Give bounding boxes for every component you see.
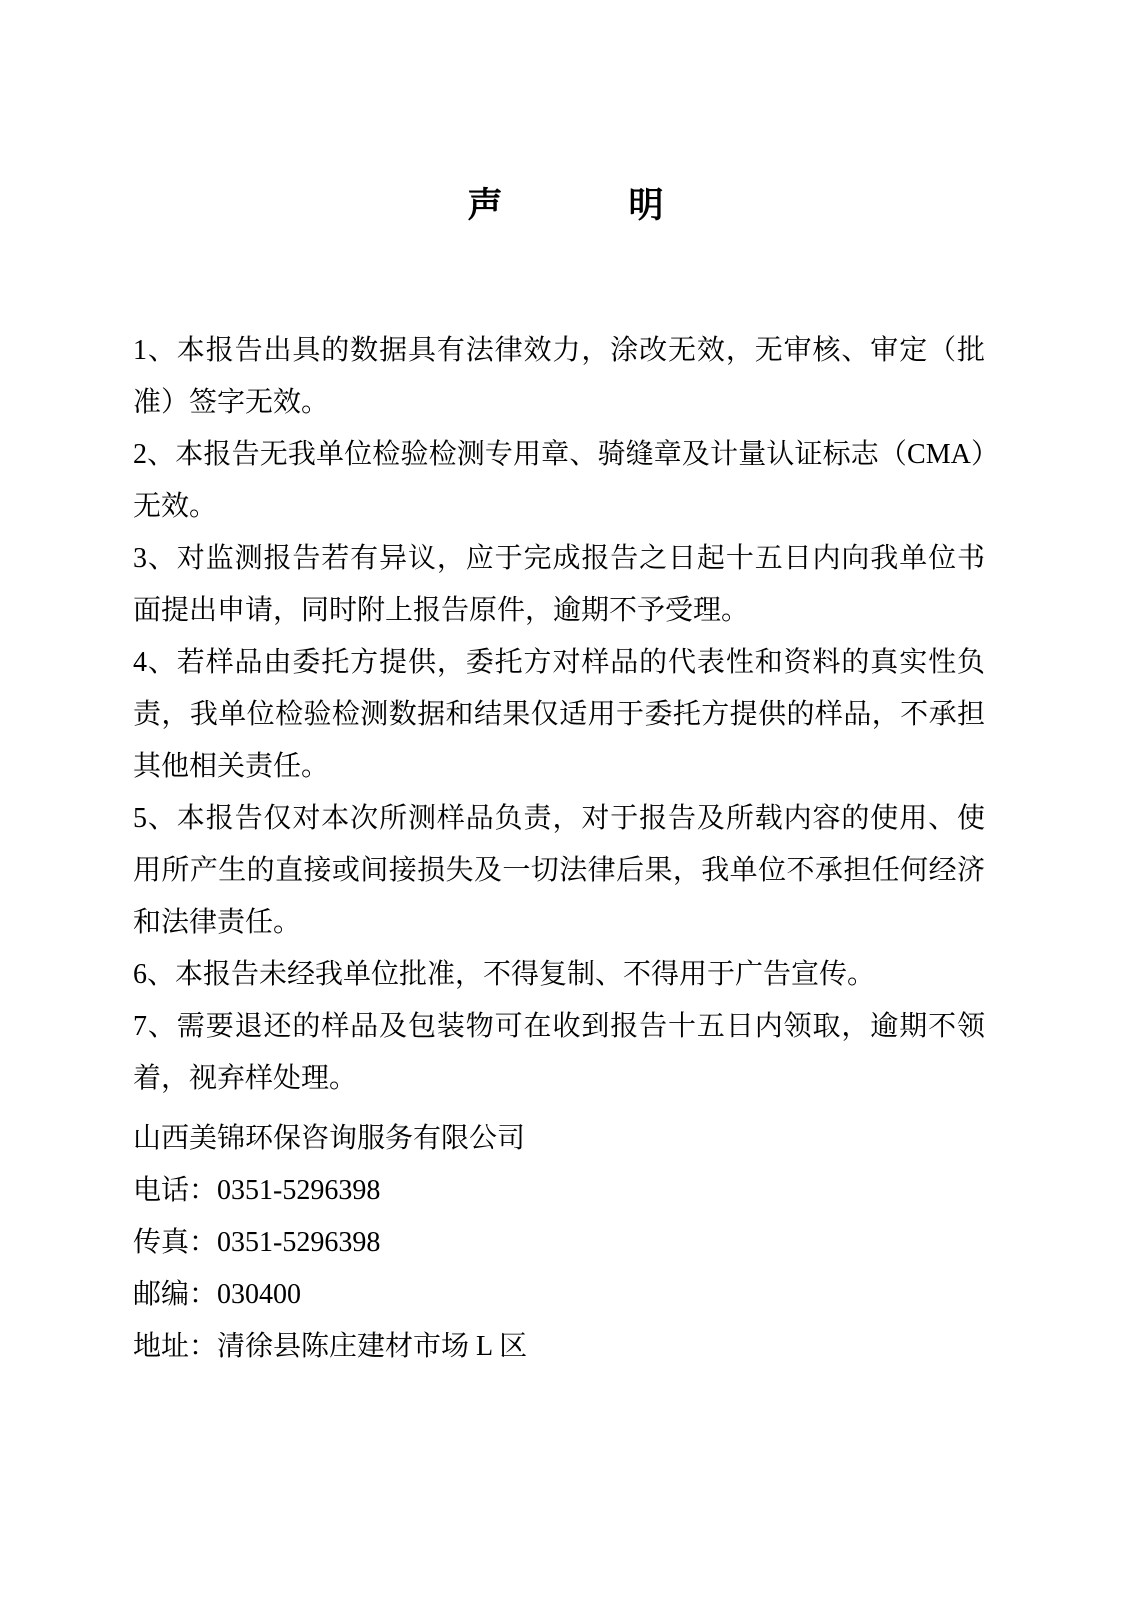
phone-label: 电话： bbox=[133, 1175, 218, 1206]
company-name: 山西美锦环保咨询服务有限公司 bbox=[133, 1123, 526, 1154]
phone-row bbox=[133, 1165, 985, 1217]
declaration-item-1: 1、本报告出具的数据具有法律效力，涂改无效，无审核、审定（批准）签字无效。 bbox=[133, 335, 985, 418]
declaration-items bbox=[133, 325, 985, 1105]
declaration-item-2: 2、本报告无我单位检验检测专用章、骑缝章及计量认证标志（CMA）无效。 bbox=[133, 439, 985, 522]
fax-value: 0351-5296398 bbox=[217, 1227, 381, 1258]
fax-label: 传真： bbox=[133, 1227, 218, 1258]
contact-info bbox=[133, 1113, 985, 1373]
address-row bbox=[133, 1321, 985, 1373]
declaration-item-5: 5、本报告仅对本次所测样品负责，对于报告及所载内容的使用、使用所产生的直接或间接损失及一切法律后果，我单位不承担任何经济和法律责任。 bbox=[133, 803, 985, 938]
declaration-item-7: 7、需要退还的样品及包装物可在收到报告十五日内领取，逾期不领着，视弃样处理。 bbox=[133, 1011, 985, 1094]
page-title-char-1: 声 bbox=[467, 186, 503, 225]
page-title bbox=[0, 186, 1131, 226]
declaration-item-4: 4、若样品由委托方提供，委托方对样品的代表性和资料的真实性负责，我单位检验检测数据和结果仅适用于委托方提供的样品，不承担其他相关责任。 bbox=[133, 647, 985, 782]
declaration-item-3: 3、对监测报告若有异议，应于完成报告之日起十五日内向我单位书面提出申请，同时附上报告原件，逾期不予受理。 bbox=[133, 543, 985, 626]
postcode-value: 030400 bbox=[217, 1279, 302, 1310]
phone-value: 0351-5296398 bbox=[217, 1175, 381, 1206]
address-label: 地址： bbox=[133, 1331, 218, 1362]
address-value: 清徐县陈庄建材市场 L 区 bbox=[217, 1331, 528, 1362]
fax-row bbox=[133, 1217, 985, 1269]
declaration-item-6: 6、本报告未经我单位批准，不得复制、不得用于广告宣传。 bbox=[133, 959, 876, 990]
postcode-row bbox=[133, 1269, 985, 1321]
postcode-label: 邮编： bbox=[133, 1279, 218, 1310]
page-title-char-2: 明 bbox=[628, 186, 664, 225]
